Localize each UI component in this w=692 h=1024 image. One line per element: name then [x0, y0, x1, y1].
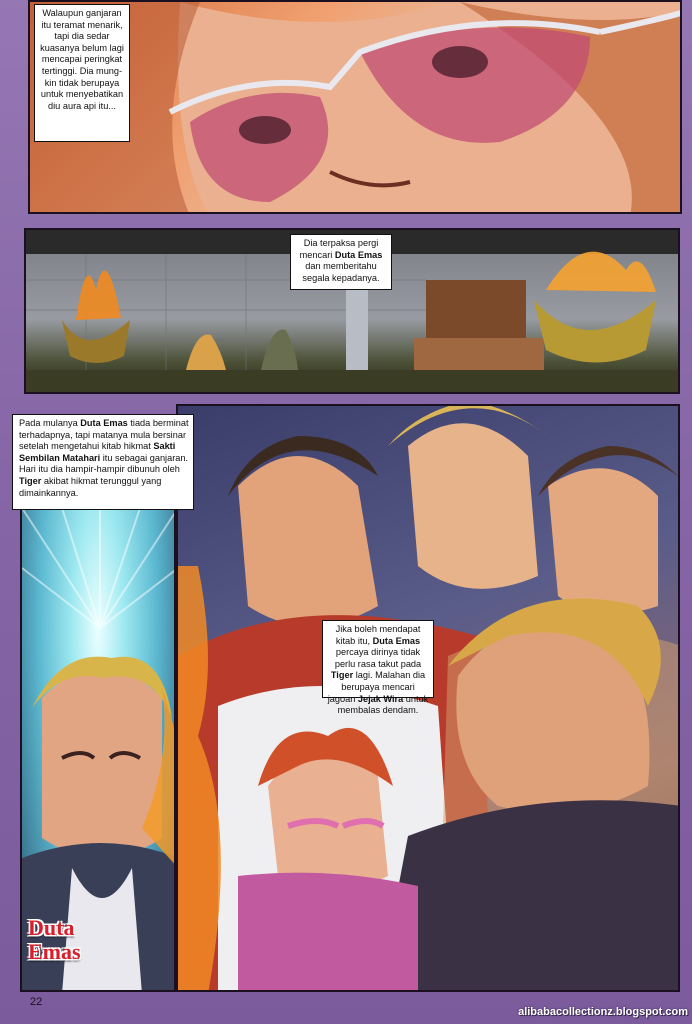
caption-panel3-text2: tiada berminat terhadapnya, tapi matanya mula bersinar setelah mengetahui kitab hikmat — [19, 418, 189, 452]
character-name-label — [28, 916, 81, 964]
caption-panel3-text3: itu sebagai ganjaran. Hari itu dia hampir-hampir dibunuh oleh — [19, 452, 189, 475]
caption-panel2-bold-name: Duta Emas — [334, 249, 383, 260]
caption-panel4-text4: untuk membalas dendam. — [337, 693, 429, 716]
caption-panel4-text2: percaya dirinya tidak perlu rasa takut pada — [334, 647, 422, 669]
caption-panel4-text1: Jika boleh mendapat kitab itu, — [335, 624, 421, 646]
caption-panel4-bold2: Tiger — [330, 670, 354, 681]
caption-panel2-text2: dan memberitahu segala kepadanya. — [302, 261, 380, 283]
caption-panel2-text1: Dia terpaksa pergi mencari — [299, 238, 379, 260]
caption-panel3-text1: Pada mulanya — [19, 418, 81, 428]
caption-panel4 — [322, 620, 434, 716]
character-name-line1: Duta — [28, 915, 75, 940]
caption-panel3-bold3: Tiger — [19, 475, 42, 486]
caption-panel4-bold3: Jejak Wira — [357, 693, 404, 704]
character-name-line2: Emas — [28, 939, 81, 964]
group-characters-art — [178, 406, 680, 992]
caption-panel3-bold2: Sakti Sembilan Matahari — [19, 441, 176, 463]
caption-panel1: Walaupun ganjaran itu teramat menarik, tapi dia sedar kuasanya belum lagi mencapai peringkat tertinggi. Dia mung-kin tidak berupaya untuk menyebatikan diu aura api itu... — [34, 4, 130, 142]
caption-panel3-text4: akibat hikmat terunggul yang dimainkannya. — [19, 475, 162, 498]
caption-panel3 — [12, 414, 194, 510]
caption-panel4-bold1: Duta Emas — [372, 635, 421, 646]
caption-panel3-bold1: Duta Emas — [80, 418, 128, 428]
page-number: 22 — [30, 996, 43, 1008]
watermark-url: alibabacollectionz.blogspot.com — [518, 1006, 688, 1018]
caption-panel2 — [290, 234, 392, 290]
caption-panel4-text3: lagi. Malahan dia berupaya mencari jagoan — [327, 670, 426, 704]
